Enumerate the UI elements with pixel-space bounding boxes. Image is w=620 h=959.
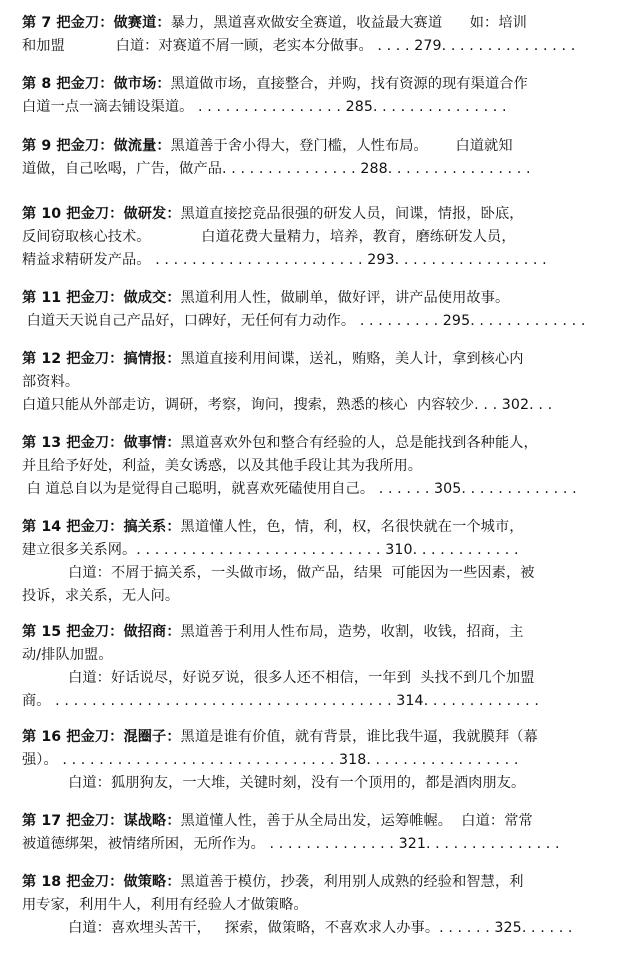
toc-entry-text: 反间窃取核心技术。 白道花费大量精力，培养，教育，磨练研发人员，	[22, 229, 516, 245]
toc-entry-text: 白 道总自以为是觉得自己聪明，就喜欢死磕使用自己。 . . . . . . 305. . . . . . . . . . . . .	[22, 481, 577, 497]
toc-entry-line	[22, 432, 538, 454]
toc-entry-title: 第 14 把金刀：搞关系：	[22, 519, 181, 535]
toc-entry-text: 用专家，利用牛人，利用有经验人才做策略。	[22, 897, 308, 913]
toc-entry-line	[22, 35, 575, 57]
toc-entry-line	[22, 394, 552, 416]
toc-entry-title: 第 18 把金刀：做策略：	[22, 874, 181, 890]
toc-entry-line	[22, 917, 573, 939]
toc-entry-line	[22, 562, 535, 584]
toc-entry-text: 黑道直接挖竞品很强的研发人员，间谍，情报，卧底，	[180, 206, 524, 222]
toc-entry-line	[22, 585, 179, 607]
toc-entry-line	[22, 287, 509, 309]
toc-entry-text: 黑道善于利用人性布局，造势，收割，收钱，招商，主	[180, 624, 524, 640]
toc-entry-line	[22, 478, 577, 500]
toc-entry-text: 白道：不屑于搞关系，一头做市场，做产品，结果 可能因为一些因素，被	[22, 565, 535, 581]
toc-entry-title: 第 10 把金刀：做研发：	[22, 206, 181, 222]
toc-entry-text: 黑道喜欢外包和整合有经验的人，总是能找到各种能人，	[180, 435, 538, 451]
toc-entry-line	[22, 539, 519, 561]
toc-entry-line	[22, 135, 513, 157]
toc-entry-line	[22, 726, 538, 748]
toc-entry-line	[22, 621, 524, 643]
toc-entry-line	[22, 158, 531, 180]
toc-entry-title: 第 16 把金刀：混圈子：	[22, 729, 181, 745]
toc-entry-line	[22, 667, 535, 689]
toc-entry-text: 商。 . . . . . . . . . . . . . . . . . . . . . . . . . . . . . . . . . . . . . 314. . . . . . . . . . . . .	[22, 693, 539, 709]
toc-entry-line	[22, 871, 524, 893]
toc-entry-text: 白道天天说自己产品好，口碑好，无任何有力动作。 . . . . . . . . . 295. . . . . . . . . . . . .	[22, 313, 586, 329]
toc-entry-line	[22, 810, 533, 832]
toc-entry-text: 黑道懂人性，善于从全局出发，运筹帷幄。 白道：常常	[180, 813, 533, 829]
toc-entry-text: 黑道懂人性，色，情，利，权，名很快就在一个城市，	[180, 519, 524, 535]
toc-entry-line	[22, 644, 113, 666]
toc-entry-text: 黑道做市场，直接整合，并购，找有资源的现有渠道合作	[170, 76, 528, 92]
toc-entry-text: 白道一点一滴去铺设渠道。 . . . . . . . . . . . . . . . . 285. . . . . . . . . . . . . . .	[22, 99, 507, 115]
toc-entry-text: 黑道直接利用间谍，送礼，贿赂，美人计，拿到核心内	[180, 351, 524, 367]
toc-entry-line	[22, 73, 528, 95]
toc-entry-title: 第 13 把金刀：做事情：	[22, 435, 181, 451]
toc-entry-line	[22, 249, 547, 271]
toc-entry-line	[22, 348, 524, 370]
toc-entry-line	[22, 833, 560, 855]
toc-entry-text: 和加盟 白道：对赛道不屑一顾，老实本分做事。 . . . . 279. . . . . . . . . . . . . . .	[22, 38, 576, 54]
toc-entry-text: 白道：狐朋狗友，一大堆，关键时刻，没有一个顶用的，都是酒肉朋友。	[22, 775, 526, 791]
toc-entry-text: 强）。 . . . . . . . . . . . . . . . . . . . . . . . . . . . . . . 318. . . . . . . . . . . . . . . . .	[22, 752, 519, 768]
toc-entry-text: 道做，自己吆喝，广告，做产品. . . . . . . . . . . . . . . 288. . . . . . . . . . . . . . . .	[22, 161, 531, 177]
toc-entry-text: 白道：好话说尽，好说歹说，很多人还不相信，一年到 头找不到几个加盟	[22, 670, 535, 686]
toc-entry-title: 第 9 把金刀：做流量：	[22, 138, 171, 154]
toc-entry-text: 动/排队加盟。	[22, 647, 113, 663]
toc-entry-text: 并且给予好处，利益，美女诱惑，以及其他手段让其为我所用。	[22, 458, 423, 474]
toc-entry-title: 第 8 把金刀：做市场：	[22, 76, 171, 92]
toc-entry-line	[22, 516, 524, 538]
toc-entry-text: 被道德绑架，被情绪所困，无所作为。 . . . . . . . . . . . . . . 321. . . . . . . . . . . . . . .	[22, 836, 560, 852]
toc-entry-text: 黑道利用人性，做刷单，做好评，讲产品使用故事。	[180, 290, 510, 306]
toc-entry-title: 第 7 把金刀：做赛道：	[22, 15, 171, 31]
toc-entry-title: 第 11 把金刀：做成交：	[22, 290, 181, 306]
toc-entry-line	[22, 96, 507, 118]
toc-entry-line	[22, 226, 516, 248]
toc-entry-text: 黑道善于模仿，抄袭，利用别人成熟的经验和智慧，利	[180, 874, 524, 890]
toc-entry-line	[22, 455, 422, 477]
toc-entry-text: 投诉，求关系，无人问。	[22, 588, 180, 604]
toc-entry-title: 第 15 把金刀：做招商：	[22, 624, 181, 640]
toc-entry-line	[22, 371, 79, 393]
toc-entry-line	[22, 772, 525, 794]
toc-entry-title: 第 12 把金刀：搞情报：	[22, 351, 181, 367]
toc-entry-text: 暴力，黑道喜欢做安全赛道，收益最大赛道 如：培训	[170, 15, 527, 31]
toc-entry-text: 部资料。	[22, 374, 80, 390]
toc-entry-line	[22, 203, 524, 225]
toc-entry-line	[22, 690, 539, 712]
toc-entry-text: 精益求精研发产品。 . . . . . . . . . . . . . . . . . . . . . . . 293. . . . . . . . . . . . . . . . .	[22, 252, 547, 268]
toc-entry-line	[22, 749, 518, 771]
toc-entry-text: 黑道善于舍小得大，登门槛，人性布局。 白道就知	[170, 138, 513, 154]
toc-entry-title: 第 17 把金刀：谋战略：	[22, 813, 181, 829]
toc-entry-text: 建立很多关系网。. . . . . . . . . . . . . . . . . . . . . . . . . . . 310. . . . . . . . . . . .	[22, 542, 519, 558]
toc-entry-line	[22, 894, 308, 916]
toc-entry-text: 黑道是谁有价值，就有背景，谁比我牛逼，我就膜拜（幕	[180, 729, 538, 745]
toc-entry-text: 白道：喜欢埋头苦干， 探索，做策略，不喜欢求人办事。. . . . . . 325. . . . . .	[22, 920, 573, 936]
toc-entry-line	[22, 12, 527, 34]
toc-entry-text: 白道只能从外部走访，调研，考察，询问，搜索，熟悉的核心 内容较少. . . 302. . .	[22, 397, 553, 413]
toc-entry-line	[22, 310, 585, 332]
